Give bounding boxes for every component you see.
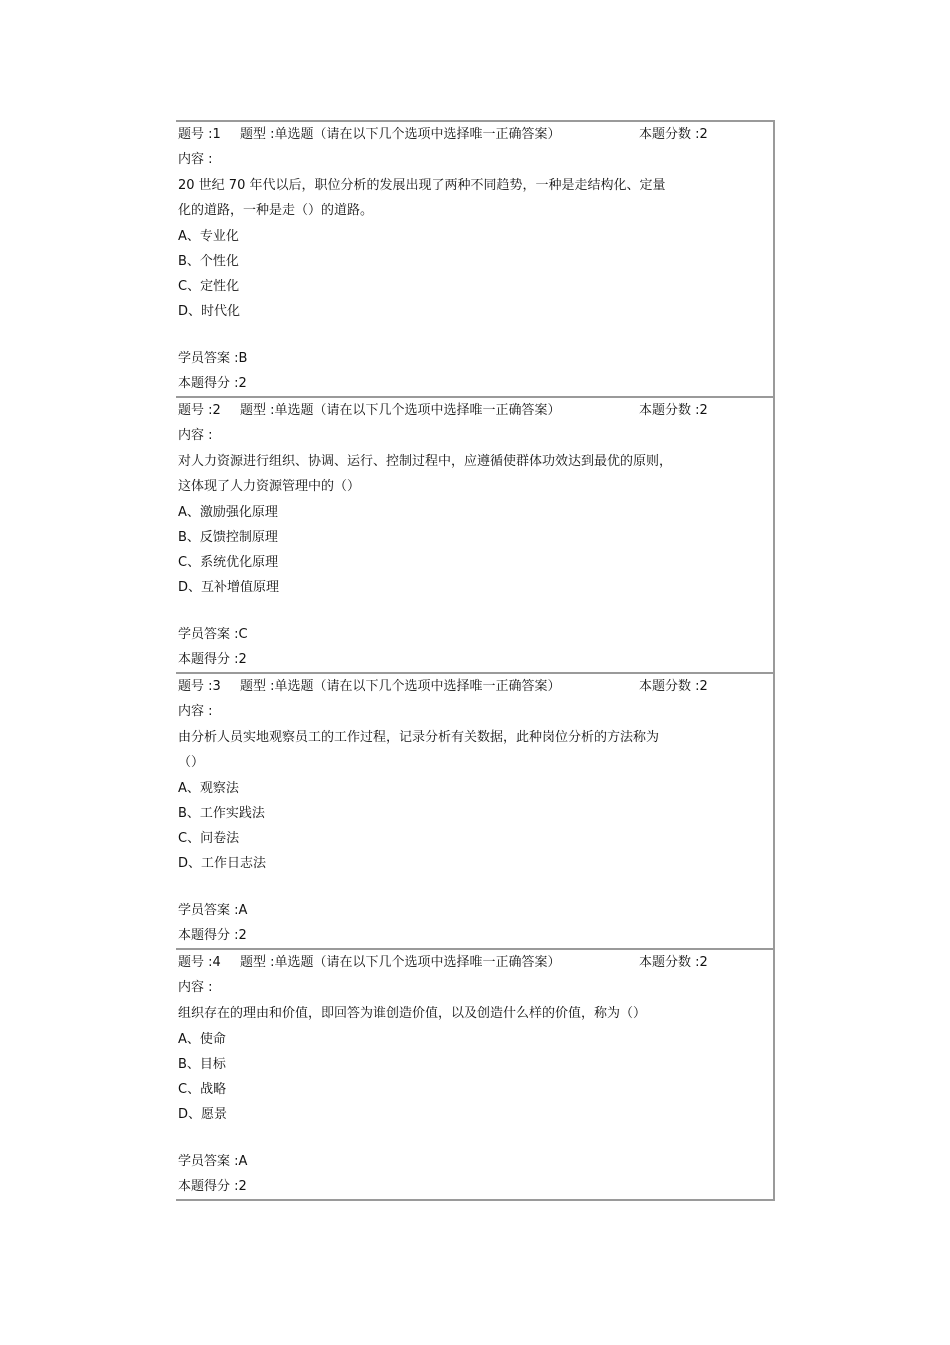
question-points: 本题分数 :2 xyxy=(639,679,708,694)
content-label: 内容 : xyxy=(178,428,213,443)
option-a: A、激励强化原理 xyxy=(178,505,278,520)
question-header xyxy=(178,398,773,423)
question-stem xyxy=(178,172,773,224)
question-block-1 xyxy=(176,120,773,396)
question-header xyxy=(178,122,773,147)
earned-score: 本题得分 :2 xyxy=(178,928,247,943)
question-type: 题型 :单选题（请在以下几个选项中选择唯一正确答案） xyxy=(240,127,561,142)
question-type: 题型 :单选题（请在以下几个选项中选择唯一正确答案） xyxy=(240,679,561,694)
spacer xyxy=(178,1127,773,1149)
stem-line: 组织存在的理由和价值，即回答为谁创造价值，以及创造什么样的价值，称为（） xyxy=(178,1006,647,1021)
question-header xyxy=(178,950,773,975)
option-c: C、定性化 xyxy=(178,279,240,294)
spacer xyxy=(178,600,773,622)
option-d: D、互补增值原理 xyxy=(178,580,280,595)
option-c: C、问卷法 xyxy=(178,831,240,846)
stem-line: 化的道路，一种是走（）的道路。 xyxy=(178,203,374,218)
student-answer: 学员答案 :A xyxy=(178,903,248,918)
option-b: B、反馈控制原理 xyxy=(178,530,278,545)
option-b: B、工作实践法 xyxy=(178,806,265,821)
question-stem xyxy=(178,1000,773,1027)
content-label: 内容 : xyxy=(178,704,213,719)
question-points: 本题分数 :2 xyxy=(639,955,708,970)
question-block-4 xyxy=(176,948,773,1201)
spacer xyxy=(178,876,773,898)
question-stem xyxy=(178,724,773,776)
earned-score: 本题得分 :2 xyxy=(178,652,247,667)
stem-line: 这体现了人力资源管理中的（） xyxy=(178,479,361,494)
spacer xyxy=(178,324,773,346)
question-type: 题型 :单选题（请在以下几个选项中选择唯一正确答案） xyxy=(240,955,561,970)
option-d: D、工作日志法 xyxy=(178,856,267,871)
question-number: 题号 :4 xyxy=(178,955,221,970)
question-points: 本题分数 :2 xyxy=(639,127,708,142)
content-label: 内容 : xyxy=(178,152,213,167)
question-block-2 xyxy=(176,396,773,672)
option-b: B、目标 xyxy=(178,1057,226,1072)
student-answer: 学员答案 :B xyxy=(178,351,248,366)
option-c: C、战略 xyxy=(178,1082,227,1097)
option-a: A、观察法 xyxy=(178,781,239,796)
student-answer: 学员答案 :C xyxy=(178,627,248,642)
question-number: 题号 :2 xyxy=(178,403,221,418)
question-block-3 xyxy=(176,672,773,948)
question-number: 题号 :1 xyxy=(178,127,221,142)
stem-line: 20 世纪 70 年代以后，职位分析的发展出现了两种不同趋势，一种是走结构化、定量 xyxy=(178,178,666,193)
earned-score: 本题得分 :2 xyxy=(178,1179,247,1194)
option-b: B、个性化 xyxy=(178,254,239,269)
option-c: C、系统优化原理 xyxy=(178,555,279,570)
option-a: A、专业化 xyxy=(178,229,239,244)
student-answer: 学员答案 :A xyxy=(178,1154,248,1169)
earned-score: 本题得分 :2 xyxy=(178,376,247,391)
question-stem xyxy=(178,448,773,500)
question-header xyxy=(178,674,773,699)
option-d: D、时代化 xyxy=(178,304,241,319)
question-points: 本题分数 :2 xyxy=(639,403,708,418)
stem-line: （） xyxy=(178,755,205,770)
quiz-results-sheet xyxy=(176,120,775,1201)
question-number: 题号 :3 xyxy=(178,679,221,694)
stem-line: 由分析人员实地观察员工的工作过程，记录分析有关数据，此种岗位分析的方法称为 xyxy=(178,730,660,745)
stem-line: 对人力资源进行组织、协调、运行、控制过程中，应遵循使群体功效达到最优的原则， xyxy=(178,454,673,469)
option-a: A、使命 xyxy=(178,1032,226,1047)
content-label: 内容 : xyxy=(178,980,213,995)
option-d: D、愿景 xyxy=(178,1107,228,1122)
question-type: 题型 :单选题（请在以下几个选项中选择唯一正确答案） xyxy=(240,403,561,418)
